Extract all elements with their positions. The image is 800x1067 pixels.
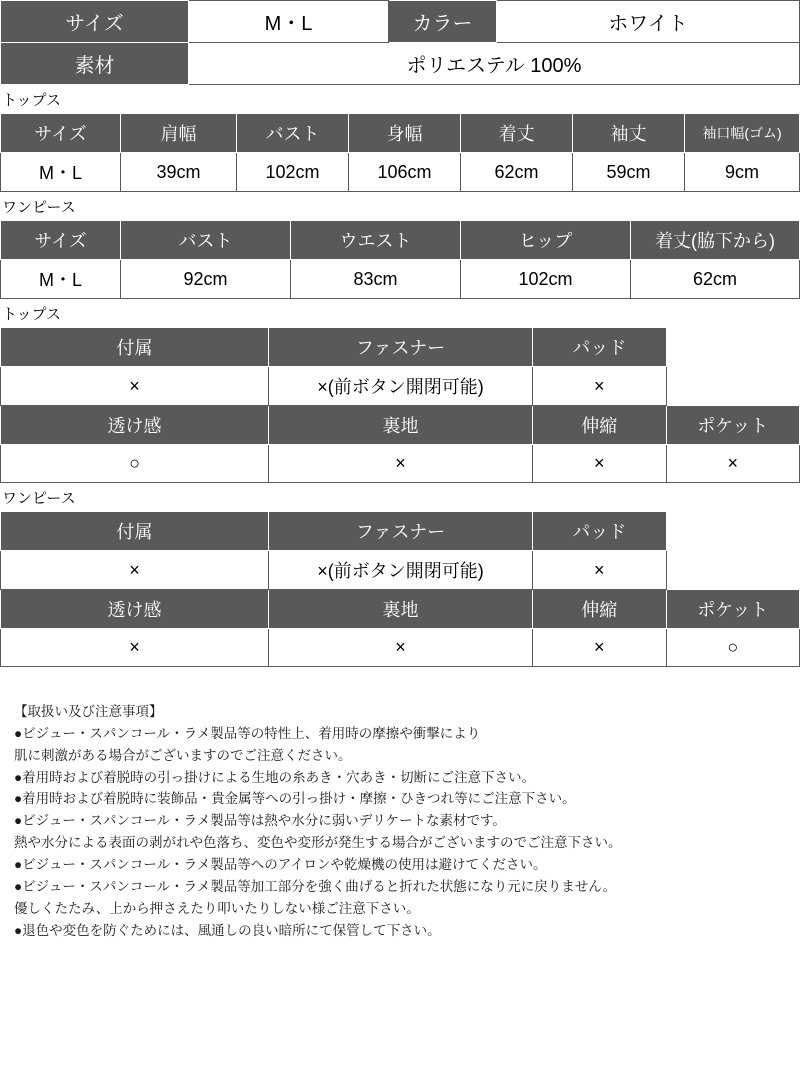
- note-line: ●退色や変色を防ぐためには、風通しの良い暗所にて保管して下さい。: [14, 922, 441, 938]
- table-row: [1, 367, 800, 406]
- note-line: ●ビジュー・スパンコール・ラメ製品等は熱や水分に弱いデリケートな素材です。: [14, 813, 506, 829]
- th-op-accessory: 付属: [1, 512, 269, 551]
- table-row: [1, 260, 800, 299]
- onepiece-size-table-wrap: [0, 220, 800, 299]
- table-row: [1, 1, 800, 43]
- th-tops-pad: パッド: [533, 328, 667, 367]
- td-op-sheer: ×: [1, 629, 269, 667]
- td-tops-lining: ×: [269, 445, 533, 483]
- th-op-pad: パッド: [533, 512, 667, 551]
- th-op-bust: バスト: [121, 221, 291, 260]
- table-row: [1, 445, 800, 483]
- onepiece-spec-table-wrap: [0, 511, 800, 667]
- th-tops-shoulder: 肩幅: [121, 114, 237, 153]
- cell-size-value: M・L: [189, 1, 389, 43]
- table-row: [1, 221, 800, 260]
- td-tops-zipper: ×(前ボタン開閉可能): [269, 367, 533, 406]
- th-tops-cuff: 袖口幅(ゴム): [685, 114, 800, 153]
- th-tops-stretch: 伸縮: [533, 406, 667, 445]
- onepiece-spec-table: [0, 511, 800, 667]
- cell-color-value: ホワイト: [497, 1, 800, 43]
- table-row: [1, 629, 800, 667]
- th-tops-bust: バスト: [237, 114, 349, 153]
- th-tops-width: 身幅: [349, 114, 461, 153]
- table-row: [1, 153, 800, 192]
- th-op-stretch: 伸縮: [533, 590, 667, 629]
- th-op-hip: ヒップ: [461, 221, 631, 260]
- td-tops-size: M・L: [1, 153, 121, 192]
- note-line: 【取扱い及び注意事項】: [14, 704, 163, 719]
- td-tops-sheer: ○: [1, 445, 269, 483]
- table-row: [1, 328, 800, 367]
- td-tops-stretch: ×: [533, 445, 667, 483]
- th-op-pocket: ポケット: [666, 590, 800, 629]
- tops-spec-table: [0, 327, 800, 483]
- td-tops-pad: ×: [533, 367, 667, 406]
- td-op-zipper: ×(前ボタン開閉可能): [269, 551, 533, 590]
- th-tops-size: サイズ: [1, 114, 121, 153]
- tops-size-table: [0, 113, 800, 192]
- td-op-bust: 92cm: [121, 260, 291, 299]
- th-tops-accessory: 付属: [1, 328, 269, 367]
- td-op-stretch: ×: [533, 629, 667, 667]
- cell-material-value: ポリエステル 100%: [189, 43, 800, 85]
- table-row: [1, 551, 800, 590]
- td-op-size: M・L: [1, 260, 121, 299]
- table-row: [1, 512, 800, 551]
- table-row: [1, 43, 800, 85]
- th-tops-lining: 裏地: [269, 406, 533, 445]
- td-op-lining: ×: [269, 629, 533, 667]
- td-op-waist: 83cm: [291, 260, 461, 299]
- label-onepiece-size: ワンピース: [2, 199, 76, 216]
- td-op-accessory: ×: [1, 551, 269, 590]
- th-tops-length: 着丈: [461, 114, 573, 153]
- label-onepiece-spec: ワンピース: [2, 490, 76, 507]
- td-op-pad: ×: [533, 551, 667, 590]
- cell-color-header: カラー: [389, 1, 497, 43]
- onepiece-size-table: [0, 220, 800, 299]
- td-tops-bust: 102cm: [237, 153, 349, 192]
- note-line: ●着用時および着脱時に装飾品・貴金属等への引っ掛け・摩擦・ひきつれ等にご注意下さい。: [14, 791, 576, 807]
- th-tops-pocket: ポケット: [666, 406, 800, 445]
- td-tops-length: 62cm: [461, 153, 573, 192]
- td-tops-sleeve: 59cm: [573, 153, 685, 192]
- note-line: ●着用時および着脱時の引っ掛けによる生地の糸あき・穴あき・切断にご注意下さい。: [14, 769, 536, 785]
- td-op-length: 62cm: [631, 260, 800, 299]
- note-line: ●ビジュー・スパンコール・ラメ製品等の特性上、着用時の摩擦や衝撃により: [14, 725, 481, 741]
- th-op-lining: 裏地: [269, 590, 533, 629]
- th-op-waist: ウエスト: [291, 221, 461, 260]
- td-op-hip: 102cm: [461, 260, 631, 299]
- td-tops-shoulder: 39cm: [121, 153, 237, 192]
- td-tops-accessory: ×: [1, 367, 269, 406]
- care-notes: [14, 701, 786, 941]
- note-line: 肌に刺激がある場合がございますのでご注意ください。: [14, 747, 352, 763]
- td-op-pocket: ○: [666, 629, 800, 667]
- table-row: [1, 406, 800, 445]
- th-op-size: サイズ: [1, 221, 121, 260]
- th-op-zipper: ファスナー: [269, 512, 533, 551]
- note-line: 熱や水分による表面の剥がれや色落ち、変色や変形が発生する場合がございますのでご注意下さい。: [14, 835, 622, 851]
- basic-info-table-wrap: [0, 0, 800, 85]
- td-tops-pocket: ×: [666, 445, 800, 483]
- th-tops-sheer: 透け感: [1, 406, 269, 445]
- th-op-sheer: 透け感: [1, 590, 269, 629]
- tops-size-table-wrap: [0, 113, 800, 192]
- note-line: ●ビジュー・スパンコール・ラメ製品等加工部分を強く曲げると折れた状態になり元に戻りません。: [14, 878, 617, 894]
- label-tops-spec: トップス: [2, 306, 61, 323]
- th-tops-zipper: ファスナー: [269, 328, 533, 367]
- th-tops-sleeve: 袖丈: [573, 114, 685, 153]
- label-tops-size: トップス: [2, 92, 61, 109]
- note-line: 優しくたたみ、上から押さえたり叩いたりしない様ご注意下さい。: [14, 900, 420, 916]
- basic-info-table: [0, 0, 800, 85]
- note-line: ●ビジュー・スパンコール・ラメ製品等へのアイロンや乾燥機の使用は避けてください。: [14, 857, 547, 873]
- table-row: [1, 590, 800, 629]
- td-tops-width: 106cm: [349, 153, 461, 192]
- table-row: [1, 114, 800, 153]
- td-tops-cuff: 9cm: [685, 153, 800, 192]
- cell-size-header: サイズ: [1, 1, 189, 43]
- cell-material-header: 素材: [1, 43, 189, 85]
- th-op-length: 着丈(脇下から): [631, 221, 800, 260]
- tops-spec-table-wrap: [0, 327, 800, 483]
